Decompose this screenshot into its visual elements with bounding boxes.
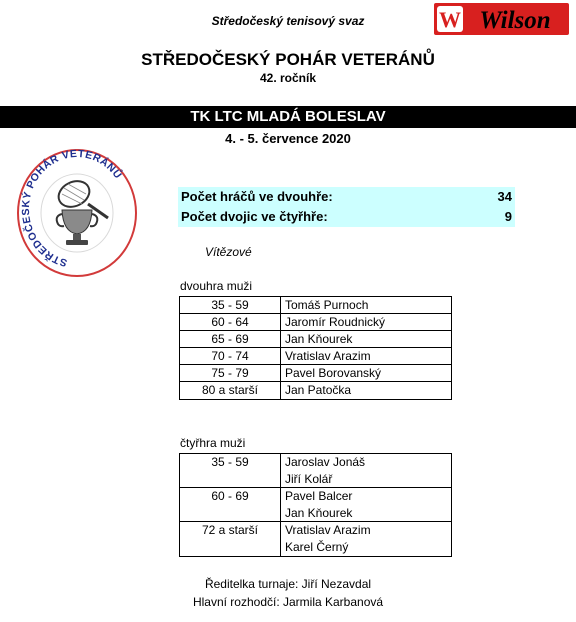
table-row: [180, 539, 451, 556]
organization-name: Středočeský tenisový svaz: [211, 14, 365, 28]
svg-text:W: W: [439, 7, 461, 32]
winner-cell: Jan Kňourek: [285, 332, 353, 346]
table-row: [180, 488, 451, 505]
page-title: STŘEDOČESKÝ POHÁR VETERÁNŮ: [141, 50, 435, 69]
doubles-count-row: [178, 207, 515, 227]
category-cell: 60 - 69: [180, 488, 281, 505]
table-row: [180, 505, 451, 522]
winner-cell: Jaroslav Jonáš: [285, 455, 366, 469]
winner-cell: Pavel Borovanský: [285, 366, 382, 380]
category-cell: 35 - 59: [180, 297, 281, 313]
cup-logo: [16, 148, 138, 278]
category-cell: 60 - 64: [180, 314, 281, 330]
table-row: [180, 348, 451, 365]
category-cell: [180, 539, 281, 556]
doubles-section-title: čtyřhra muži: [180, 436, 246, 450]
winner-cell: Jaromír Roudnický: [285, 315, 386, 329]
category-cell: [180, 471, 281, 487]
wilson-logo-text: Wilson: [479, 7, 551, 34]
tournament-director: Ředitelka turnaje: Jiří Nezavdal: [204, 577, 372, 591]
wilson-logo-graphic: [434, 3, 569, 35]
singles-count-value: 34: [497, 189, 512, 204]
singles-count-row: [178, 187, 515, 207]
doubles-count-value: 9: [504, 209, 512, 224]
logo-ring-text: STŘEDOČESKÝ POHÁR VETERÁNŮ: [19, 148, 125, 269]
doubles-table: [179, 453, 452, 557]
cup-logo-graphic: [16, 148, 138, 278]
chief-referee: Hlavní rozhodčí: Jarmila Karbanová: [192, 595, 384, 609]
table-row: [180, 331, 451, 348]
winner-cell: Jan Kňourek: [285, 506, 353, 520]
category-cell: 35 - 59: [180, 454, 281, 471]
table-row: [180, 297, 451, 314]
table-row: [180, 522, 451, 539]
category-cell: 70 - 74: [180, 348, 281, 364]
winner-cell: Jiří Kolář: [285, 472, 333, 486]
singles-count-label: Počet hráčů ve dvouhře:: [181, 189, 333, 204]
doubles-count-label: Počet dvojic ve čtyřhře:: [181, 209, 328, 224]
singles-section-title: dvouhra muži: [180, 279, 253, 293]
table-row: [180, 382, 451, 399]
category-cell: 80 a starší: [180, 382, 281, 399]
edition: 42. ročník: [259, 71, 317, 85]
winner-cell: Vratislav Arazim: [285, 523, 371, 537]
winner-cell: Karel Černý: [285, 540, 349, 554]
club-banner: TK LTC MLADÁ BOLESLAV: [0, 106, 576, 128]
winner-cell: Pavel Balcer: [285, 489, 353, 503]
winner-cell: Vratislav Arazim: [285, 349, 371, 363]
winners-heading: Vítězové: [205, 245, 252, 259]
table-row: [180, 365, 451, 382]
table-row: [180, 314, 451, 331]
wilson-logo: [434, 3, 569, 35]
table-row: [180, 454, 451, 471]
winner-cell: Tomáš Purnoch: [285, 298, 369, 312]
category-cell: [180, 505, 281, 521]
category-cell: 72 a starší: [180, 522, 281, 539]
category-cell: 75 - 79: [180, 365, 281, 381]
table-row: [180, 471, 451, 488]
singles-table: [179, 296, 452, 400]
winner-cell: Jan Patočka: [285, 383, 352, 397]
tournament-dates: 4. - 5. července 2020: [225, 131, 351, 146]
participant-counts: [178, 187, 515, 227]
category-cell: 65 - 69: [180, 331, 281, 347]
